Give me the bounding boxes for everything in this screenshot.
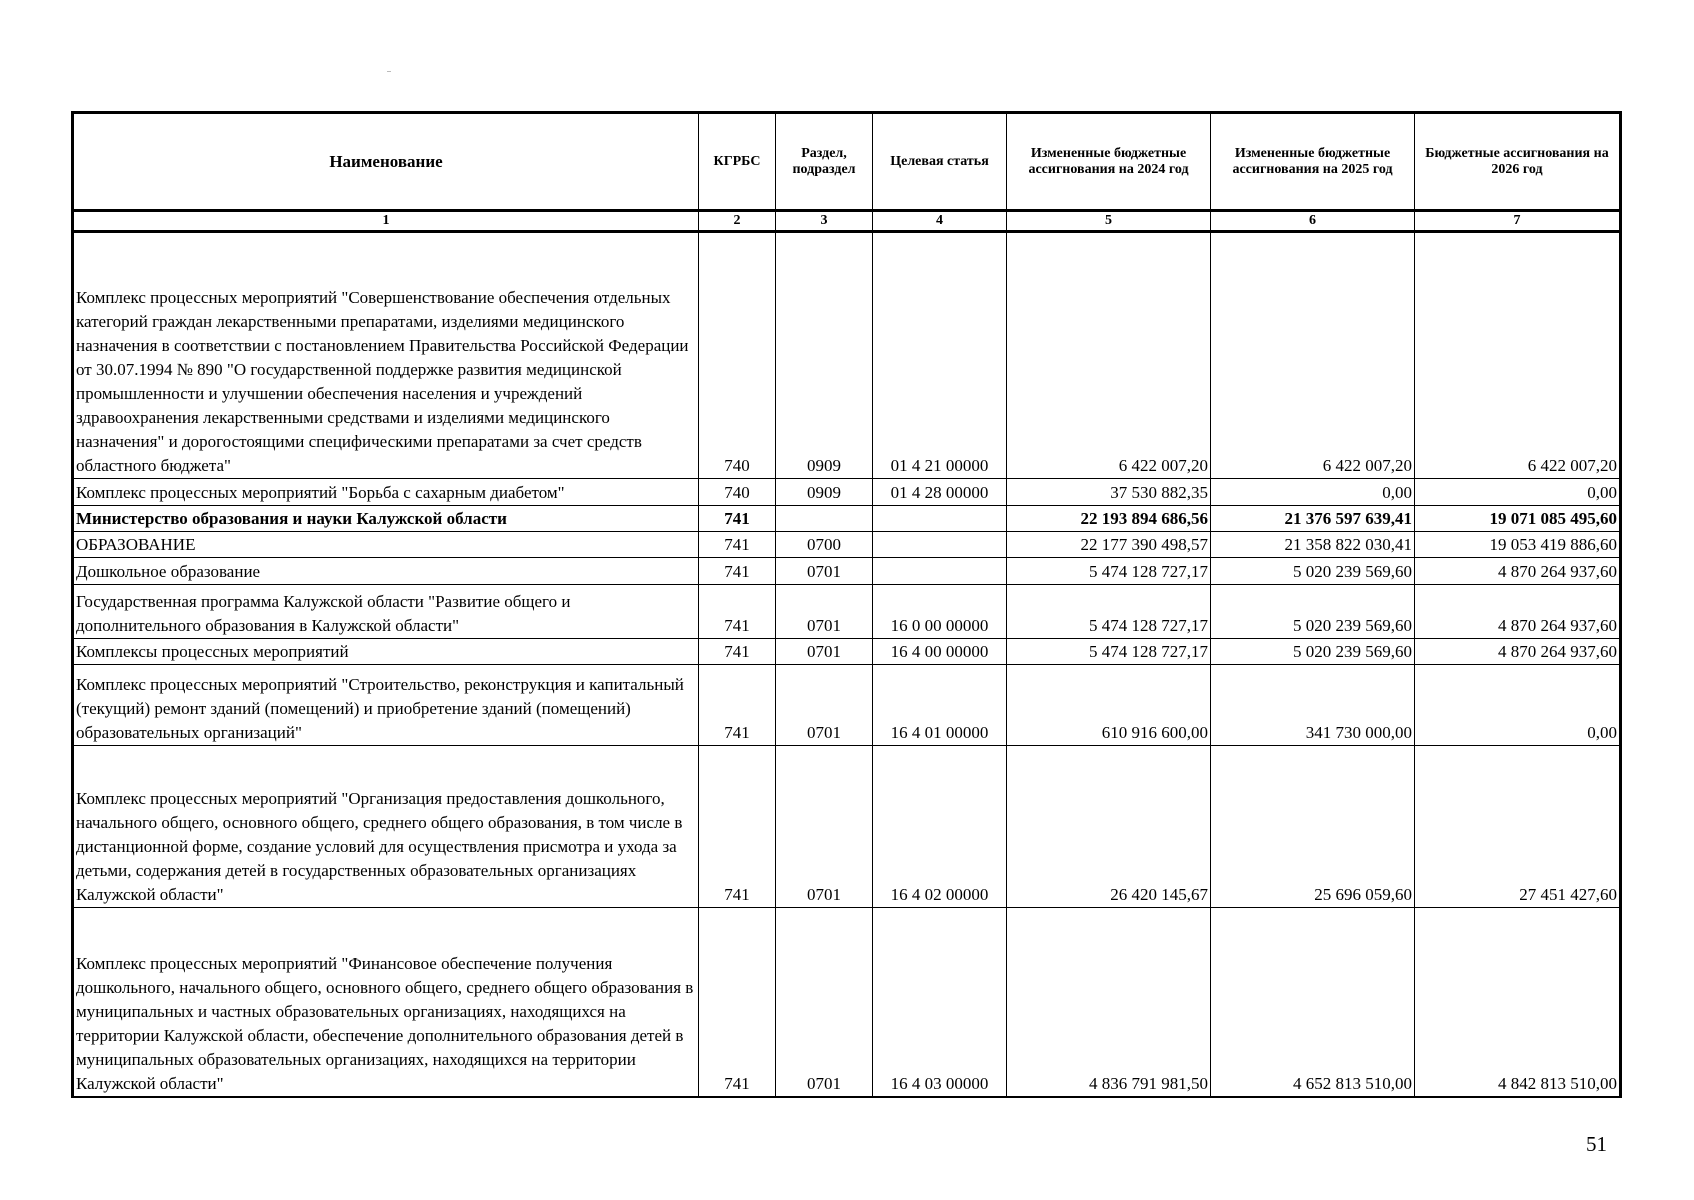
header-2026: Бюджетные ассигнования на 2026 год xyxy=(1415,113,1621,211)
col-number: 3 xyxy=(776,211,873,232)
row-2026: 4 842 813 510,00 xyxy=(1415,908,1621,1097)
row-2024: 6 422 007,20 xyxy=(1007,232,1211,479)
row-razdel: 0701 xyxy=(776,665,873,746)
row-2025: 341 730 000,00 xyxy=(1211,665,1415,746)
row-kgrbs: 741 xyxy=(699,639,776,665)
row-tselevaya: 16 0 00 00000 xyxy=(873,585,1007,639)
row-2024: 5 474 128 727,17 xyxy=(1007,558,1211,585)
row-tselevaya: 16 4 00 00000 xyxy=(873,639,1007,665)
row-name: Государственная программа Калужской области "Развитие общего и дополнительного образования в Калужской области" xyxy=(73,585,699,639)
table-row xyxy=(73,908,1621,1097)
table-row xyxy=(73,532,1621,558)
row-kgrbs: 741 xyxy=(699,908,776,1097)
row-2025: 4 652 813 510,00 xyxy=(1211,908,1415,1097)
row-razdel: 0700 xyxy=(776,532,873,558)
col-number: 7 xyxy=(1415,211,1621,232)
row-2026: 0,00 xyxy=(1415,479,1621,506)
table-row xyxy=(73,479,1621,506)
row-2024: 4 836 791 981,50 xyxy=(1007,908,1211,1097)
row-2026: 0,00 xyxy=(1415,665,1621,746)
row-kgrbs: 741 xyxy=(699,585,776,639)
row-name: ОБРАЗОВАНИЕ xyxy=(73,532,699,558)
row-razdel xyxy=(776,506,873,532)
row-2024: 5 474 128 727,17 xyxy=(1007,639,1211,665)
row-name: Комплекс процессных мероприятий "Финансовое обеспечение получения дошкольного, начального общего, основного общего, среднего общего образования в муниципальных и частных образовательных организациях, находящихся на территории Калужской области, обеспечение дополнительного образования детей в муниципальных образовательных организациях, находящихся на территории Калужской области" xyxy=(73,908,699,1097)
table-row xyxy=(73,558,1621,585)
row-2025: 0,00 xyxy=(1211,479,1415,506)
column-number-row xyxy=(73,211,1621,232)
row-name: Комплекс процессных мероприятий "Совершенствование обеспечения отдельных категорий граждан лекарственными препаратами, изделиями медицинского назначения в соответствии с постановлением Правительства Российской Федерации от 30.07.1994 № 890 "О государственной поддержке развития медицинской промышленности и улучшении обеспечения населения и учреждений здравоохранения лекарственными средствами и изделиями медицинского назначения" и дорогостоящими специфическими препаратами за счет средств областного бюджета" xyxy=(73,232,699,479)
header-2024: Измененные бюджетные ассигнования на 2024 год xyxy=(1007,113,1211,211)
row-2025: 25 696 059,60 xyxy=(1211,746,1415,908)
row-tselevaya xyxy=(873,532,1007,558)
row-razdel: 0701 xyxy=(776,639,873,665)
row-2024: 26 420 145,67 xyxy=(1007,746,1211,908)
row-name: Комплекс процессных мероприятий "Строительство, реконструкция и капитальный (текущий) ремонт зданий (помещений) и приобретение зданий (помещений) образовательных организаций" xyxy=(73,665,699,746)
row-razdel: 0909 xyxy=(776,232,873,479)
table-row xyxy=(73,506,1621,532)
col-number: 5 xyxy=(1007,211,1211,232)
row-tselevaya xyxy=(873,558,1007,585)
header-razdel: Раздел, подраздел xyxy=(776,113,873,211)
row-tselevaya xyxy=(873,506,1007,532)
scan-mark xyxy=(387,71,391,72)
row-2025: 6 422 007,20 xyxy=(1211,232,1415,479)
row-2025: 5 020 239 569,60 xyxy=(1211,558,1415,585)
row-name: Комплекс процессных мероприятий "Борьба с сахарным диабетом" xyxy=(73,479,699,506)
row-2024: 22 177 390 498,57 xyxy=(1007,532,1211,558)
row-razdel: 0701 xyxy=(776,585,873,639)
row-2026: 19 053 419 886,60 xyxy=(1415,532,1621,558)
row-razdel: 0701 xyxy=(776,908,873,1097)
row-2026: 6 422 007,20 xyxy=(1415,232,1621,479)
table-row xyxy=(73,585,1621,639)
row-name: Комплексы процессных мероприятий xyxy=(73,639,699,665)
row-tselevaya: 01 4 21 00000 xyxy=(873,232,1007,479)
row-razdel: 0701 xyxy=(776,558,873,585)
row-2024: 22 193 894 686,56 xyxy=(1007,506,1211,532)
page-number: 51 xyxy=(1586,1132,1607,1156)
col-number: 6 xyxy=(1211,211,1415,232)
row-kgrbs: 741 xyxy=(699,532,776,558)
row-2024: 37 530 882,35 xyxy=(1007,479,1211,506)
row-tselevaya: 16 4 02 00000 xyxy=(873,746,1007,908)
row-2026: 4 870 264 937,60 xyxy=(1415,558,1621,585)
row-razdel: 0909 xyxy=(776,479,873,506)
col-number: 1 xyxy=(73,211,699,232)
row-name: Дошкольное образование xyxy=(73,558,699,585)
row-kgrbs: 741 xyxy=(699,558,776,585)
row-tselevaya: 16 4 01 00000 xyxy=(873,665,1007,746)
header-tselevaya: Целевая статья xyxy=(873,113,1007,211)
row-kgrbs: 740 xyxy=(699,232,776,479)
row-tselevaya: 01 4 28 00000 xyxy=(873,479,1007,506)
row-tselevaya: 16 4 03 00000 xyxy=(873,908,1007,1097)
row-2026: 4 870 264 937,60 xyxy=(1415,585,1621,639)
table-row xyxy=(73,746,1621,908)
col-number: 2 xyxy=(699,211,776,232)
row-kgrbs: 741 xyxy=(699,506,776,532)
header-row xyxy=(73,113,1621,211)
row-2025: 5 020 239 569,60 xyxy=(1211,585,1415,639)
row-2025: 21 358 822 030,41 xyxy=(1211,532,1415,558)
row-name: Министерство образования и науки Калужской области xyxy=(73,506,699,532)
table-row xyxy=(73,665,1621,746)
row-2024: 5 474 128 727,17 xyxy=(1007,585,1211,639)
row-kgrbs: 741 xyxy=(699,665,776,746)
col-number: 4 xyxy=(873,211,1007,232)
row-2026: 19 071 085 495,60 xyxy=(1415,506,1621,532)
header-2025: Измененные бюджетные ассигнования на 2025 год xyxy=(1211,113,1415,211)
row-2026: 4 870 264 937,60 xyxy=(1415,639,1621,665)
row-kgrbs: 740 xyxy=(699,479,776,506)
header-kgrbs: КГРБС xyxy=(699,113,776,211)
row-2026: 27 451 427,60 xyxy=(1415,746,1621,908)
row-name: Комплекс процессных мероприятий "Организация предоставления дошкольного, начального общего, основного общего, среднего общего образования, в том числе в дистанционной форме, создание условий для осуществления присмотра и ухода за детьми, содержания детей в государственных образовательных организациях Калужской области" xyxy=(73,746,699,908)
table-row xyxy=(73,639,1621,665)
budget-table xyxy=(71,111,1622,1098)
row-razdel: 0701 xyxy=(776,746,873,908)
table-row xyxy=(73,232,1621,479)
row-kgrbs: 741 xyxy=(699,746,776,908)
row-2025: 5 020 239 569,60 xyxy=(1211,639,1415,665)
header-name: Наименование xyxy=(73,113,699,211)
row-2024: 610 916 600,00 xyxy=(1007,665,1211,746)
row-2025: 21 376 597 639,41 xyxy=(1211,506,1415,532)
